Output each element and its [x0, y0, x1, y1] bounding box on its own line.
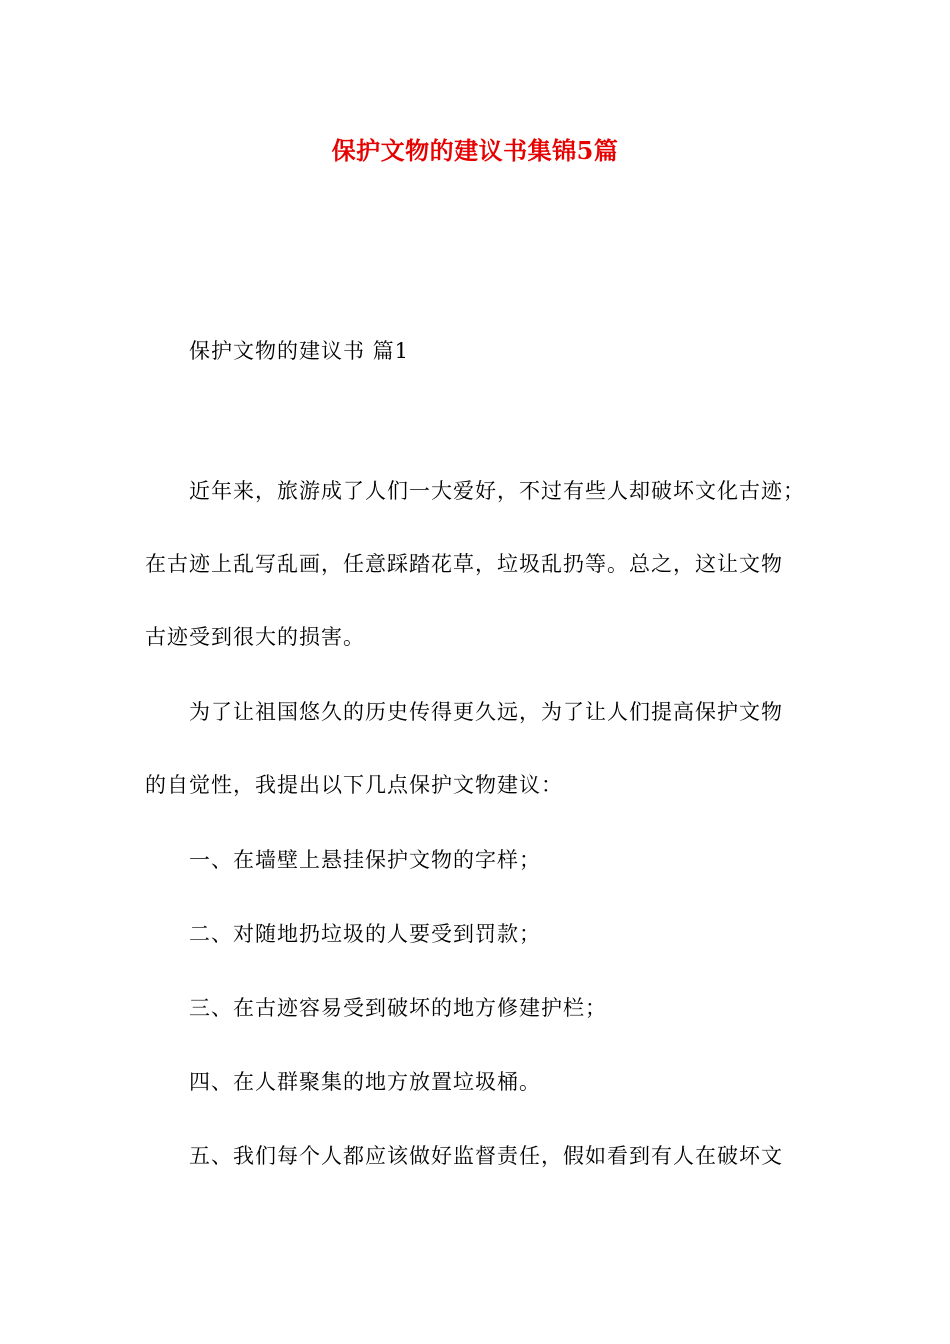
- paragraph-line: 在古迹上乱写乱画，任意踩踏花草，垃圾乱扔等。总之，这让文物: [145, 552, 783, 576]
- paragraph-line: 近年来，旅游成了人们一大爱好，不过有些人却破坏文化古迹；: [189, 479, 805, 503]
- paragraph-line: 古迹受到很大的损害。: [145, 625, 365, 649]
- paragraph-line: 一、在墙壁上悬挂保护文物的字样；: [189, 848, 541, 872]
- list-item-3: [145, 972, 825, 1045]
- paragraph-line: 为了让祖国悠久的历史传得更久远，为了让人们提高保护文物: [189, 700, 783, 724]
- document-title: 保护文物的建议书集锦5篇: [331, 136, 619, 165]
- list-item-2: [145, 898, 825, 971]
- section-heading: 保护文物的建议书 篇1: [189, 339, 410, 363]
- paragraph-line: 二、对随地扔垃圾的人要受到罚款；: [189, 922, 541, 946]
- paragraph-line: 的自觉性，我提出以下几点保护文物建议：: [145, 773, 563, 797]
- paragraph-line: 四、在人群聚集的地方放置垃圾桶。: [189, 1070, 541, 1094]
- list-item-1: [145, 824, 825, 897]
- paragraph-line: 五、我们每个人都应该做好监督责任，假如看到有人在破坏文: [189, 1144, 783, 1168]
- paragraph-line: 三、在古迹容易受到破坏的地方修建护栏；: [189, 996, 607, 1020]
- section-heading-paragraph: [145, 315, 825, 388]
- list-item-4: [145, 1046, 825, 1119]
- paragraph-1: [145, 455, 825, 674]
- paragraph-2: [145, 676, 825, 822]
- list-item-5: [145, 1120, 825, 1193]
